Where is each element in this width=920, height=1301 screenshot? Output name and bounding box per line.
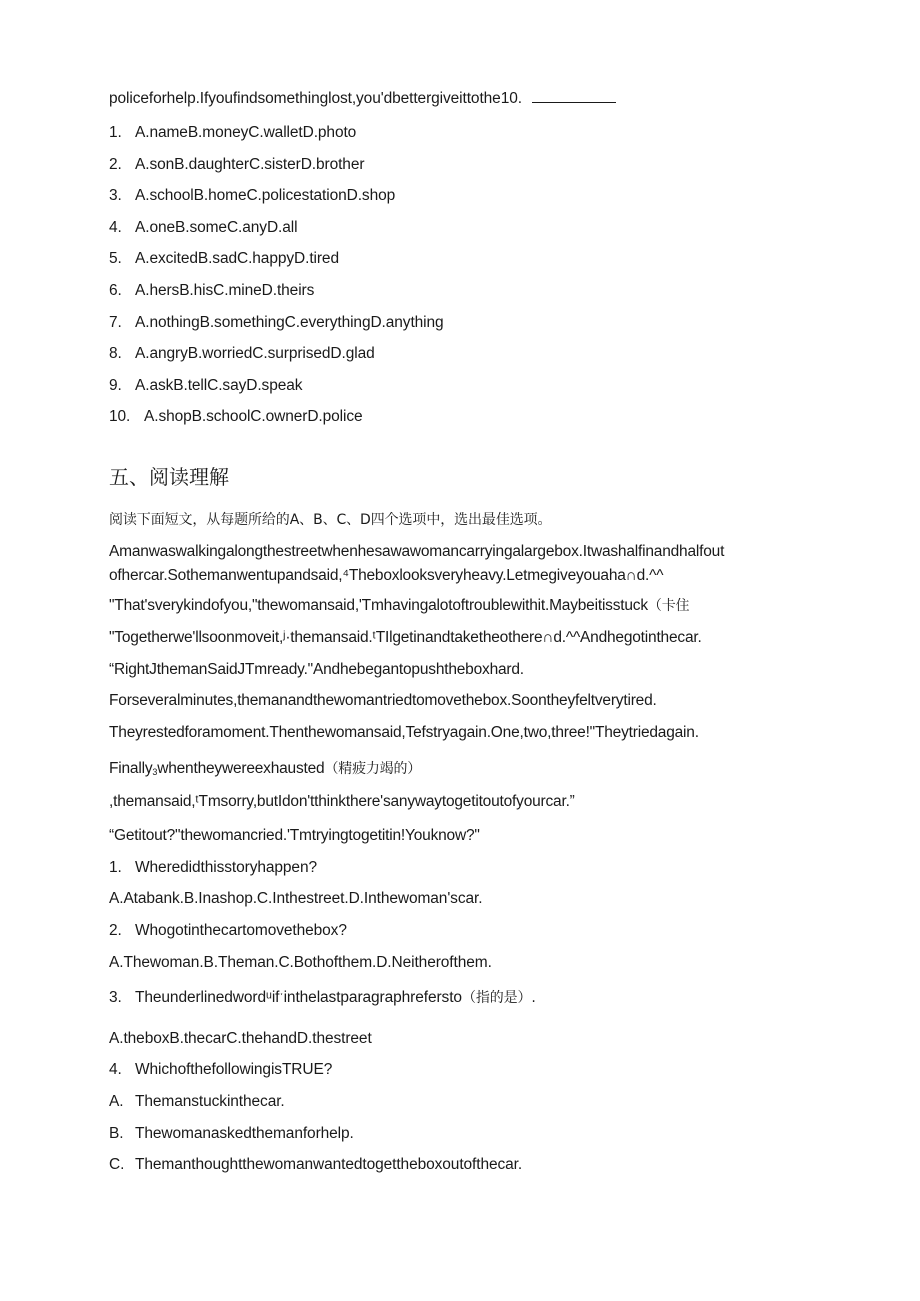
cloze-option-1 (109, 123, 356, 143)
passage-line-10: “Getitout?"thewomancried.'Tmtryingtogetitin!Youknow?" (109, 827, 480, 844)
passage-line-2: ofhercar.Sothemanwentupandsaid,⁴Theboxlooksveryheavy.Letmegiveyouaha∩d.^^ (109, 567, 664, 584)
option-number: 8. (109, 345, 122, 362)
cloze-option-8 (109, 344, 375, 364)
cloze-option-9 (109, 376, 302, 396)
question-number: 1. (109, 859, 122, 876)
passage-text: "That'sverykindofyou,"thewomansaid,'Tmhavingalotoftroublewithit.Maybeitisstuck (109, 597, 648, 614)
option-text: A.shopB.schoolC.ownerD.police (144, 408, 363, 425)
question-2-options: A.Thewoman.B.Theman.C.Bothofthem.D.Neitherofthem. (109, 954, 492, 971)
cloze-option-2 (109, 155, 364, 175)
option-text: A.angryB.worriedC.surprisedD.glad (135, 345, 375, 362)
passage-subscript: 3 (152, 767, 158, 777)
passage-text: whentheywereexhausted (157, 760, 325, 777)
question-gloss: （指的是）. (461, 990, 536, 1006)
question-1 (109, 858, 317, 878)
option-text: A.schoolB.homeC.policestationD.shop (135, 187, 396, 204)
option-text: Themanstuckinthecar. (135, 1093, 285, 1110)
option-number: 6. (109, 282, 122, 299)
passage-line-6: Forseveralminutes,themanandthewomantriedtomovethebox.Soontheyfeltverytired. (109, 692, 657, 709)
option-text: Themanthoughtthewomanwantedtogettheboxoutofthecar. (135, 1156, 523, 1173)
passage-gloss: （精疲力竭的） (324, 761, 422, 777)
passage-line-1: Amanwaswalkingalongthestreetwhenhesawawomancarryingalargebox.Itwashalfinandhalfout (109, 543, 725, 560)
passage-line-8 (109, 759, 421, 782)
option-text: A.hersB.hisC.mineD.theirs (135, 282, 315, 299)
question-number: 4. (109, 1061, 122, 1078)
cloze-option-10 (109, 407, 363, 427)
question-4-option-c (109, 1155, 522, 1175)
question-4 (109, 1060, 332, 1080)
option-label: C. (109, 1156, 125, 1173)
option-label: A. (109, 1093, 124, 1110)
question-text: Whogotinthecartomovethebox? (135, 922, 347, 939)
option-text: Thewomanaskedthemanforhelp. (135, 1125, 354, 1142)
passage-line-3 (109, 596, 689, 616)
cloze-tail-text: policeforhelp.Ifyoufindsomethinglost,you'dbettergiveittothe10. (109, 90, 522, 107)
cloze-option-4 (109, 218, 297, 238)
question-4-option-b (109, 1124, 354, 1144)
option-number: 5. (109, 250, 122, 267)
option-text: A.sonB.daughterC.sisterD.brother (135, 156, 365, 173)
question-text: Wheredidthisstoryhappen? (135, 859, 317, 876)
option-text: A.oneB.someC.anyD.all (135, 219, 298, 236)
question-number: 3. (109, 989, 122, 1006)
option-number: 4. (109, 219, 122, 236)
cloze-option-7 (109, 313, 444, 333)
answer-blank (532, 90, 616, 103)
section-title: 五、阅读理解 (109, 465, 229, 489)
passage-line-9: ,themansaid,ᵗTmsorry,butIdon'tthinkthere'sanywaytogetitoutofyourcar.” (109, 793, 575, 810)
option-text: A.askB.tellC.sayD.speak (135, 377, 303, 394)
passage-line-5: “RightJthemanSaidJTmready."Andhebegantopushtheboxhard. (109, 661, 524, 678)
passage-line-7: Theyrestedforamoment.Thenthewomansaid,Tefstryagain.One,two,three!"Theytriedagain. (109, 724, 699, 741)
option-text: A.nothingB.somethingC.everythingD.anything (135, 314, 444, 331)
passage-line-4: "Togetherwe'llsoonmoveit,ʲ·themansaid.ᵗTIlgetinandtaketheothere∩d.^^Andhegotinthecar. (109, 629, 702, 646)
cloze-option-5 (109, 249, 339, 269)
option-number: 7. (109, 314, 122, 331)
option-number: 1. (109, 124, 122, 141)
question-text: WhichofthefollowingisTRUE? (135, 1061, 333, 1078)
option-number: 10. (109, 408, 131, 425)
option-number: 2. (109, 156, 122, 173)
passage-gloss: （卡住 (647, 598, 690, 614)
question-number: 2. (109, 922, 122, 939)
question-3-options: A.theboxB.thecarC.thehandD.thestreet (109, 1030, 372, 1047)
question-text: Theunderlinedwordᵘifˑinthelastparagraphrefersto (135, 989, 462, 1006)
question-1-options: A.Atabank.B.Inashop.C.Inthestreet.D.Inthewoman'scar. (109, 890, 483, 907)
option-text: A.nameB.moneyC.walletD.photo (135, 124, 357, 141)
option-number: 3. (109, 187, 122, 204)
option-text: A.excitedB.sadC.happyD.tired (135, 250, 339, 267)
question-3 (109, 988, 536, 1008)
cloze-tail-line (109, 89, 616, 109)
option-number: 9. (109, 377, 122, 394)
passage-text: Finally (109, 760, 153, 777)
option-label: B. (109, 1125, 124, 1142)
cloze-option-6 (109, 281, 314, 301)
question-2 (109, 921, 347, 941)
cloze-option-3 (109, 186, 395, 206)
instructions: 阅读下面短文，从每题所给的A、B、C、D四个选项中，选出最佳选项。 (109, 512, 552, 528)
question-4-option-a (109, 1092, 285, 1112)
